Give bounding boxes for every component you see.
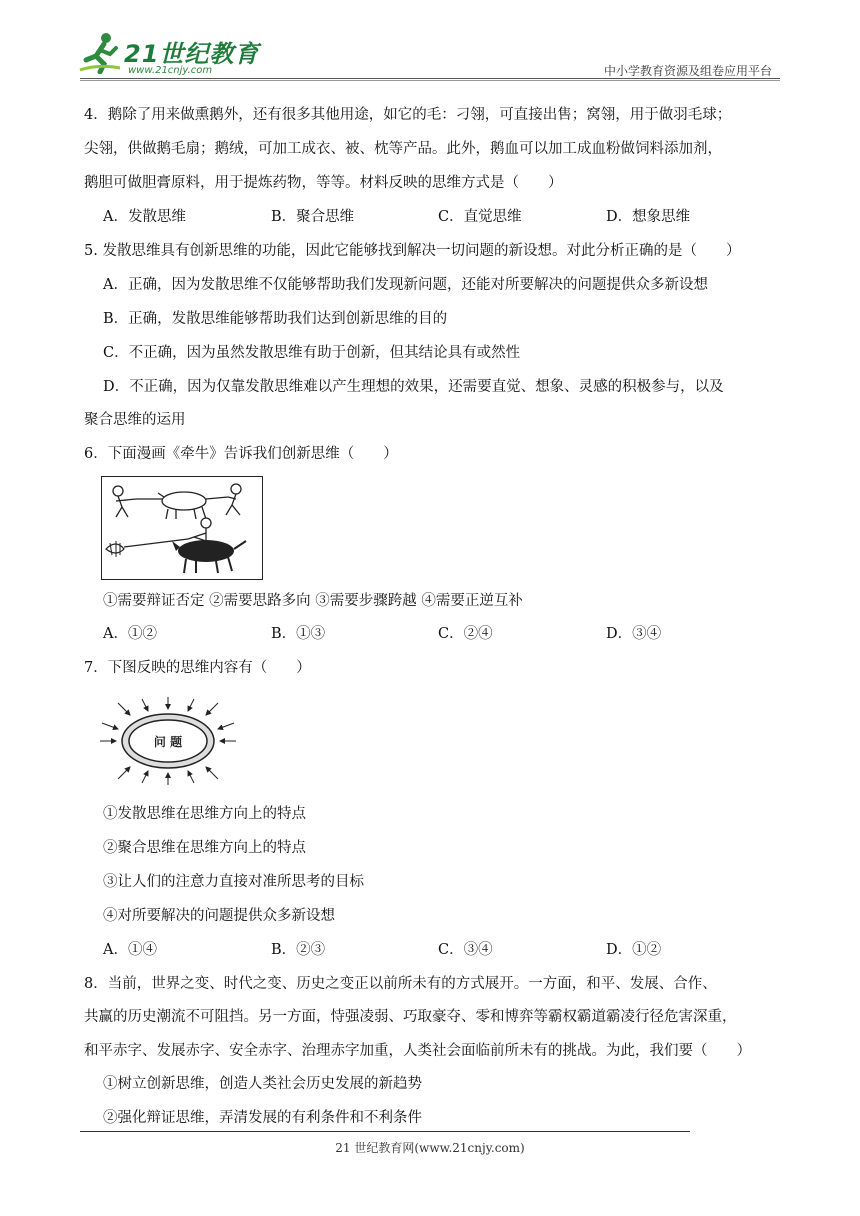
footer-text[interactable]: 21 世纪教育网(www.21cnjy.com)	[335, 1141, 525, 1155]
q8-stem-line-1: 8．当前，世界之变、时代之变、历史之变正以前所未有的方式展开。一方面，和平、发展、合作、	[84, 976, 717, 992]
q4-stem-line-3: 鹅胆可做胆膏原料，用于提炼药物，等等。材料反映的思维方式是（ ）	[84, 175, 563, 191]
logo-text: 21世纪教育	[124, 40, 260, 68]
logo-url: www.21cnjy.com	[128, 65, 213, 76]
q7-statement-2: ②聚合思维在思维方向上的特点	[103, 840, 306, 856]
page-header	[0, 0, 860, 90]
q6-statements: ①需要辩证否定 ②需要思路多向 ③需要步骤跨越 ④需要正逆互补	[103, 593, 523, 609]
q7-statement-4: ④对所要解决的问题提供众多新设想	[103, 908, 335, 924]
diagram-label: 问 题	[153, 735, 183, 749]
q5-option-b[interactable]: B．正确，发散思维能够帮助我们达到创新思维的目的	[103, 311, 448, 327]
q4-option-a[interactable]: A．发散思维	[103, 209, 186, 225]
q5-option-a[interactable]: A．正确，因为发散思维不仅能够帮助我们发现新问题，还能对所要解决的问题提供众多新设想	[103, 277, 708, 293]
q8-stem-line-2: 共赢的历史潮流不可阻挡。另一方面，恃强凌弱、巧取豪夺、零和博弈等霸权霸道霸凌行径危害深重，	[84, 1009, 737, 1025]
q7-option-d[interactable]: D．①②	[606, 942, 662, 958]
q5-option-d-continued: 聚合思维的运用	[84, 412, 186, 428]
site-logo[interactable]	[78, 30, 278, 82]
q8-statement-2: ②强化辩证思维，弄清发展的有利条件和不利条件	[103, 1110, 422, 1126]
q8-statement-1: ①树立创新思维，创造人类社会历史发展的新趋势	[103, 1076, 422, 1092]
q6-option-b[interactable]: B．①③	[271, 626, 326, 642]
q4-stem-line-1: 4．鹅除了用来做熏鹅外，还有很多其他用途，如它的毛：刁翎，可直接出售；窝翎，用于做羽毛球；	[84, 107, 732, 123]
q7-statement-3: ③让人们的注意力直接对准所思考的目标	[103, 874, 364, 890]
problem-convergence-diagram	[98, 697, 238, 785]
header-divider	[80, 78, 780, 79]
q7-option-b[interactable]: B．②③	[271, 942, 326, 958]
q4-option-d[interactable]: D．想象思维	[606, 209, 691, 225]
cartoon-leading-ox	[101, 476, 263, 580]
platform-name: 中小学教育资源及组卷应用平台	[603, 64, 772, 78]
q7-statement-1: ①发散思维在思维方向上的特点	[103, 806, 306, 822]
runner-icon	[78, 30, 122, 74]
q5-option-d[interactable]: D．不正确，因为仅靠发散思维难以产生理想的效果，还需要直觉、想象、灵感的积极参与，以及	[103, 379, 724, 395]
q8-stem-line-3: 和平赤字、发展赤字、安全赤字、治理赤字加重，人类社会面临前所未有的挑战。为此，我们要（ ）	[84, 1043, 751, 1059]
q4-option-c[interactable]: C．直觉思维	[438, 209, 522, 225]
q4-stem-line-2: 尖翎，供做鹅毛扇；鹅绒，可加工成衣、被、枕等产品。此外，鹅血可以加工成血粉做饲料添加剂，	[84, 141, 722, 157]
q6-option-c[interactable]: C．②④	[438, 626, 493, 642]
q5-stem: 5. 发散思维具有创新思维的功能，因此它能够找到解决一切问题的新设想。对此分析正确的是（ ）	[84, 243, 741, 259]
q6-option-a[interactable]: A．①②	[103, 626, 157, 642]
q6-stem: 6．下面漫画《牵牛》告诉我们创新思维（ ）	[84, 446, 398, 462]
q7-option-a[interactable]: A．①④	[103, 942, 157, 958]
q7-option-c[interactable]: C．③④	[438, 942, 493, 958]
q6-option-d[interactable]: D．③④	[606, 626, 662, 642]
header-divider-thin	[80, 80, 780, 81]
q5-option-c[interactable]: C．不正确，因为虽然发散思维有助于创新，但其结论具有或然性	[103, 345, 521, 361]
q4-option-b[interactable]: B．聚合思维	[271, 209, 355, 225]
q7-stem: 7．下图反映的思维内容有（ ）	[84, 660, 311, 676]
footer-divider	[80, 1131, 690, 1132]
